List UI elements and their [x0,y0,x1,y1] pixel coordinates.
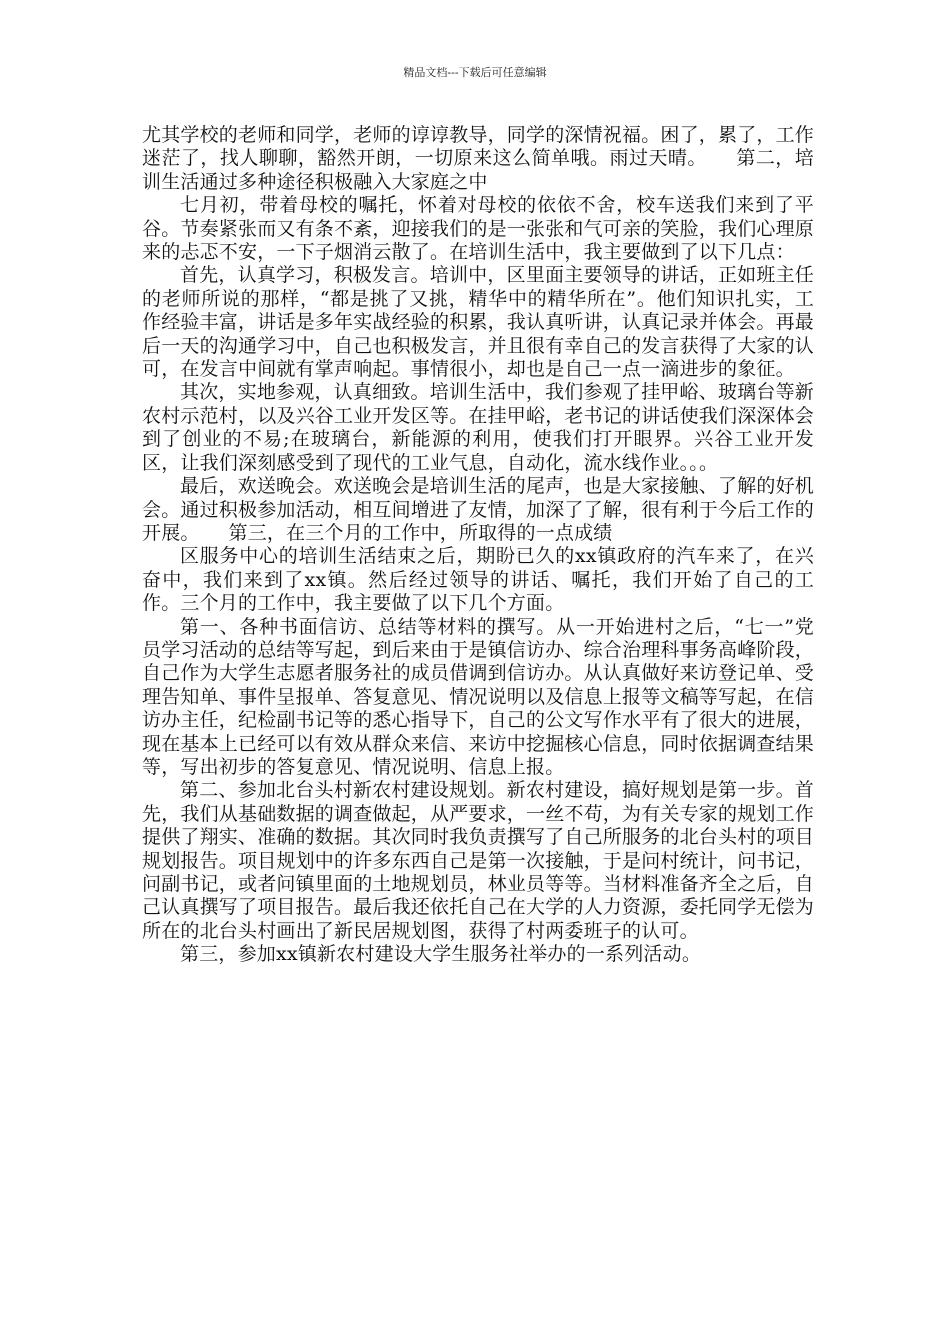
page-header: 精品文档---下载后可任意编辑 [403,66,547,79]
paragraph-4: 其次，实地参观，认真细致。培训生活中，我们参观了挂甲峪、玻璃台等新农村示范村，以及兴谷工业开发区等。在挂甲峪，老书记的讲话使我们深深体会到了创业的不易;在玻璃台，新能源的利用，使我们打开眼界。兴谷工业开发区，让我们深刻感受到了现代的工业气息，自动化，流水线作业。。。 [142,381,815,474]
paragraph-6: 区服务中心的培训生活结束之后，期盼已久的xx镇政府的汽车来了，在兴奋中，我们来到了xx镇。然后经过领导的讲话、嘱托，我们开始了自己的工作。三个月的工作中，我主要做了以下几个方面。 [142,545,814,615]
paragraph-3: 首先，认真学习，积极发言。培训中，区里面主要领导的讲话，正如班主任的老师所说的那样，“都是挑了又挑，精华中的精华所在”。他们知识扎实，工作经验丰富，讲话是多年实战经验的积累，我认真听讲，认真记录并体会。再最后一天的沟通学习中，自己也积极发言，并且很有幸自己的发言获得了大家的认可，在发言中间就有掌声响起。事情很小，却也是自己一点一滴进步的象征。 [142,264,815,381]
document-body [142,124,814,967]
paragraph-2: 七月初，带着母校的嘱托，怀着对母校的依依不舍，校车送我们来到了平谷。节奏紧张而又有条不紊，迎接我们的是一张张和气可亲的笑脸，我们心理原来的忐忑不安，一下子烟消云散了。在培训生活中，我主要做到了以下几点： [142,194,815,264]
paragraph-5: 最后，欢送晚会。欢送晚会是培训生活的尾声，也是大家接触、了解的好机会。通过积极参加活动，相互间增进了友情，加深了了解，很有利于今后工作的开展。 第三，在三个月的工作中，所取得的一点成绩 [142,475,815,544]
paragraph-1: 尤其学校的老师和同学，老师的谆谆教导，同学的深情祝福。困了，累了，工作迷茫了，找人聊聊，豁然开朗，一切原来这么简单哦。雨过天晴。 第二，培训生活通过多种途径积极融入大家庭之中 [142,124,815,193]
paragraph-9: 第三，参加xx镇新农村建设大学生服务社举办的一系列活动。 [180,943,702,966]
paragraph-7: 第一、各种书面信访、总结等材料的撰写。从一开始进村之后，“七一”党员学习活动的总结等写起，到后来由于是镇信访办、综合治理科事务高峰阶段，自己作为大学生志愿者服务社的成员借调到信访办。从认真做好来访登记单、受理告知单、事件呈报单、答复意见、情况说明以及信息上报等文稿等写起，在信访办主任，纪检副书记等的悉心指导下，自己的公文写作水平有了很大的进展，现在基本上已经可以有效从群众来信、来访中挖掘核心信息，同时依据调查结果等，写出初步的答复意见、情况说明、信息上报。 [142,615,815,778]
paragraph-8: 第二、参加北台头村新农村建设规划。新农村建设，搞好规划是第一步。首先，我们从基础数据的调查做起，从严要求，一丝不苟，为有关专家的规划工作提供了翔实、准确的数据。其次同时我负责撰写了自己所服务的北台头村的项目规划报告。项目规划中的许多东西自己是第一次接触，于是问村统计，问书记，问副书记，或者问镇里面的土地规划员，林业员等等。当材料准备齐全之后，自己认真撰写了项目报告。最后我还依托自己在大学的人力资源，委托同学无偿为所在的北台头村画出了新民居规划图，获得了村两委班子的认可。 [142,779,815,942]
